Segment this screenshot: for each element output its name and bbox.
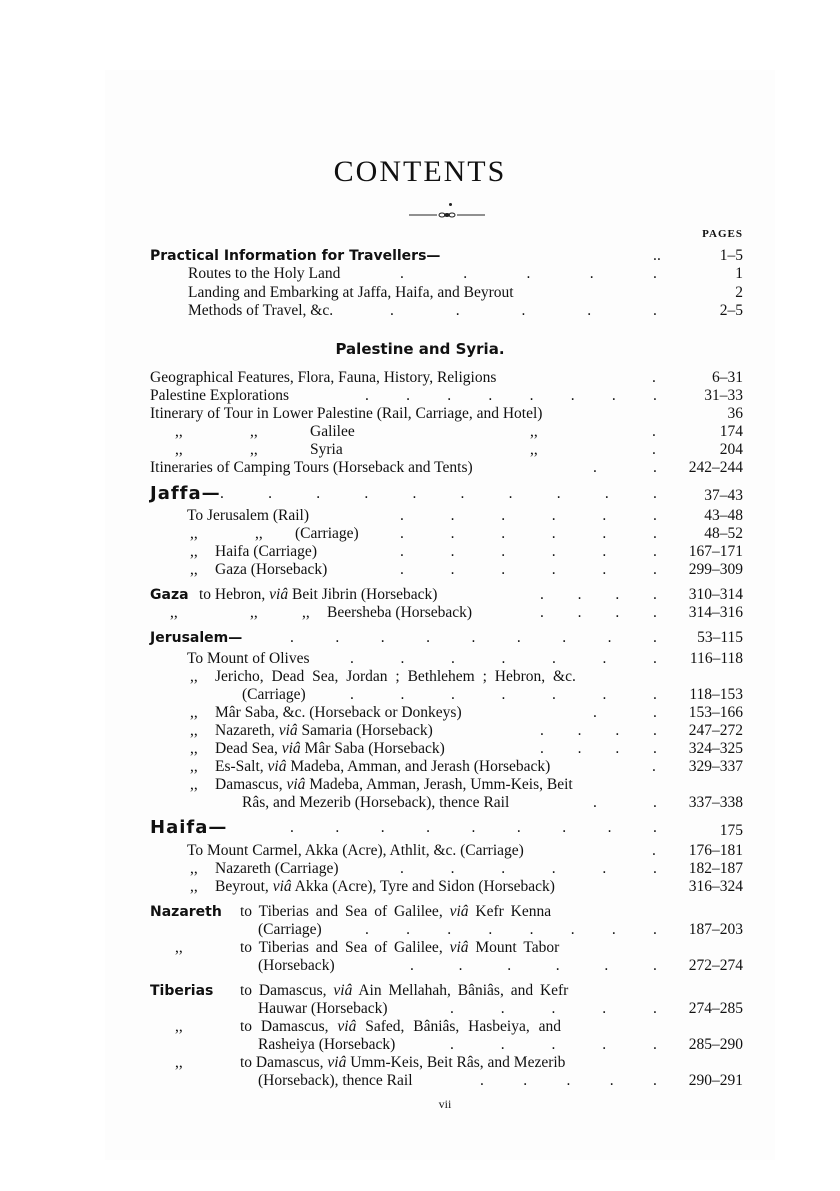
toc-entry: Nazareth to Tiberias and Sea of Galilee, viâ Kefr Kenna <box>150 903 552 920</box>
leader-dot: . <box>501 507 506 524</box>
toc-entry: ,, to Damascus, viâ Safed, Bâniâs, Hasbeiya, and <box>175 1018 561 1035</box>
leader-dot: . <box>653 819 657 836</box>
leader-dot: . <box>450 1036 454 1053</box>
leader-dot: . <box>471 629 476 646</box>
leader-dot: . <box>516 629 521 646</box>
leader-dot: . <box>653 507 657 524</box>
leader-dot: . <box>604 957 609 974</box>
leader-dot: . <box>653 543 657 560</box>
leader-dot: . <box>316 485 321 502</box>
leader-dot: . <box>488 387 493 404</box>
leader-dot: . <box>451 650 455 667</box>
leader-dot: . <box>540 586 544 603</box>
leader-dot: . <box>551 860 556 877</box>
leader-dot: . <box>455 302 460 319</box>
toc-entry: Practical Information for Travellers— . . 1–5 <box>150 247 743 264</box>
leader-dot: . <box>290 819 294 836</box>
toc-entry: ,, Damascus, viâ Madeba, Amman, Jerash, Umm-Keis, Beit <box>190 776 573 793</box>
leader-dot: . <box>602 525 607 542</box>
toc-entry: To Mount Carmel, Akka (Acre), Athlit, &c. (Carriage) . 176–181 <box>187 842 743 859</box>
leader-dot: . <box>653 604 657 621</box>
leader-dot: . <box>406 387 411 404</box>
leader-dot: . <box>577 604 582 621</box>
leader-dot: . <box>521 302 526 319</box>
leader-dot: . <box>540 740 544 757</box>
leader-dot: . <box>653 247 657 264</box>
leader-dot: . <box>556 485 561 502</box>
leader-dot: . <box>653 921 657 938</box>
page-title: CONTENTS <box>333 155 507 188</box>
toc-entry: Jerusalem— . . . . . . . . . 53–115 <box>150 629 743 646</box>
toc-entry: ,, ,, Syria ,, . 204 <box>175 441 743 458</box>
toc-entry: Itinerary of Tour in Lower Palestine (Rail, Carriage, and Hotel) 36 <box>150 405 743 422</box>
toc-entry: Jaffa— . . . . . . . . . . 37–43 <box>150 483 743 504</box>
leader-dot: . <box>652 423 656 440</box>
leader-dot: . <box>410 957 414 974</box>
leader-dot: . <box>406 921 411 938</box>
leader-dot: . <box>480 1072 484 1089</box>
toc-entry: ,, Gaza (Horseback) . . . . . . 299–309 <box>190 561 743 578</box>
leader-dot: . <box>602 1000 607 1017</box>
toc-entry: (Carriage) . . . . . . . 118–153 <box>242 686 743 703</box>
leader-dot: . <box>488 921 493 938</box>
leader-dot: . <box>653 740 657 757</box>
leader-dot: . <box>652 369 656 386</box>
toc-entry: To Mount of Olives . . . . . . . 116–118 <box>187 650 743 667</box>
toc-entry: ,, Dead Sea, viâ Mâr Saba (Horseback) . . . . 324–325 <box>190 740 743 757</box>
leader-dot: . <box>607 629 612 646</box>
leader-dot: . <box>220 485 224 502</box>
leader-dot: . <box>602 860 607 877</box>
leader-dot: . <box>552 650 556 667</box>
leader-dot: . <box>653 525 657 542</box>
toc-entry: ,, Mâr Saba, &c. (Horseback or Donkeys) . . 153–166 <box>190 704 743 721</box>
leader-dot: . <box>602 686 607 703</box>
leader-dot: . <box>653 1000 657 1017</box>
toc-entry: (Horseback), thence Rail . . . . . 290–291 <box>258 1072 743 1089</box>
leader-dot: . <box>570 387 575 404</box>
leader-dot: . <box>652 441 656 458</box>
leader-dot: . <box>350 650 354 667</box>
leader-dot: . <box>540 722 544 739</box>
leader-dot: . <box>500 1000 505 1017</box>
leader-dot: . <box>653 1072 657 1089</box>
leader-dot: . <box>602 561 607 578</box>
page-folio: vii <box>438 1097 452 1111</box>
leader-dot: . <box>450 507 455 524</box>
leader-dot: . <box>501 650 506 667</box>
leader-dot: . <box>451 686 455 703</box>
leader-dot: . <box>652 842 656 859</box>
section-heading: Palestine and Syria. <box>335 340 505 358</box>
ornament-divider <box>409 210 485 220</box>
leader-dot: . <box>460 485 465 502</box>
leader-dot: . <box>508 485 513 502</box>
leader-dot: . <box>526 265 531 282</box>
leader-dot: . <box>365 921 369 938</box>
leader-dot: . <box>365 387 369 404</box>
leader-dot: . <box>577 722 582 739</box>
leader-dot: . <box>615 586 620 603</box>
leader-dot: . <box>653 629 657 646</box>
toc-entry: ,, ,, (Carriage) . . . . . . 48–52 <box>190 525 743 542</box>
leader-dot: . <box>653 686 657 703</box>
pages-column-header: PAGES <box>702 228 743 240</box>
leader-dot: . <box>657 247 661 264</box>
leader-dot: . <box>653 650 657 667</box>
leader-dot: . <box>426 819 430 836</box>
leader-dot: . <box>593 794 597 811</box>
leader-dot: . <box>653 561 657 578</box>
toc-entry: Haifa— . . . . . . . . . 175 <box>150 817 743 839</box>
leader-dot: . <box>501 686 506 703</box>
leader-dot: . <box>335 629 340 646</box>
leader-dot: . <box>529 921 534 938</box>
leader-dot: . <box>552 686 556 703</box>
toc-entry: ,, ,, ,, Beersheba (Horseback) . . . . 314–316 <box>170 604 743 621</box>
title-dot <box>449 203 452 206</box>
leader-dot: . <box>551 1036 556 1053</box>
leader-dot: . <box>364 485 369 502</box>
leader-dot: . <box>390 302 394 319</box>
toc-entry: ,, Haifa (Carriage) . . . . . . 167–171 <box>190 543 743 560</box>
leader-dot: . <box>653 302 657 319</box>
leader-dot: . <box>562 819 567 836</box>
leader-dot: . <box>551 525 556 542</box>
leader-dot: . <box>566 1072 571 1089</box>
leader-dot: . <box>551 543 556 560</box>
leader-dot: . <box>450 525 455 542</box>
leader-dot: . <box>540 604 544 621</box>
leader-dot: . <box>602 1036 607 1053</box>
leader-dot: . <box>653 860 657 877</box>
leader-dot: . <box>400 686 405 703</box>
leader-dot: . <box>562 629 567 646</box>
toc-entry: ,, Nazareth, viâ Samaria (Horseback) . . . . 247–272 <box>190 722 743 739</box>
leader-dot: . <box>447 387 452 404</box>
leader-dot: . <box>400 561 404 578</box>
leader-dot: . <box>615 604 620 621</box>
leader-dot: . <box>529 387 534 404</box>
leader-dot: . <box>589 265 594 282</box>
leader-dot: . <box>551 561 556 578</box>
leader-dot: . <box>611 387 616 404</box>
leader-dot: . <box>653 459 657 476</box>
leader-dot: . <box>587 302 592 319</box>
leader-dot: . <box>501 543 506 560</box>
leader-dot: . <box>611 921 616 938</box>
leader-dot: . <box>615 740 620 757</box>
leader-dot: . <box>653 1036 657 1053</box>
leader-dot: . <box>551 507 556 524</box>
toc-entry: Rasheiya (Horseback) . . . . . 285–290 <box>258 1036 743 1053</box>
leader-dot: . <box>380 629 385 646</box>
leader-dot: . <box>463 265 468 282</box>
leader-dot: . <box>653 265 657 282</box>
toc-entry: Landing and Embarking at Jaffa, Haifa, and Beyrout 2 <box>188 284 743 301</box>
leader-dot: . <box>653 704 657 721</box>
leader-dot: . <box>602 650 607 667</box>
leader-dot: . <box>412 485 417 502</box>
toc-entry: Itineraries of Camping Tours (Horseback and Tents) . . 242–244 <box>150 459 743 476</box>
toc-entry: Routes to the Holy Land . . . . . 1 <box>188 265 743 282</box>
leader-dot: . <box>653 722 657 739</box>
leader-dot: . <box>501 860 506 877</box>
leader-dot: . <box>652 758 656 775</box>
leader-dot: . <box>501 561 506 578</box>
leader-dot: . <box>609 1072 614 1089</box>
toc-entry: Palestine Explorations . . . . . . . . 31–33 <box>150 387 743 404</box>
leader-dot: . <box>516 819 521 836</box>
leader-dot: . <box>400 543 404 560</box>
leader-dot: . <box>653 794 657 811</box>
toc-entry: Tiberias to Damascus, viâ Ain Mellahah, Bâniâs, and Kefr <box>150 982 569 999</box>
toc-entry: ,, Jericho, Dead Sea, Jordan ; Bethlehem ; Hebron, &c. <box>190 668 576 685</box>
leader-dot: . <box>400 525 404 542</box>
toc-entry: ,, to Tiberias and Sea of Galilee, viâ Mount Tabor <box>175 939 560 956</box>
toc-entry: ,, Es-Salt, viâ Madeba, Amman, and Jerash (Horseback) . 329–337 <box>190 758 743 775</box>
toc-entry: ,, Nazareth (Carriage) . . . . . . 182–187 <box>190 860 743 877</box>
leader-dot: . <box>653 957 657 974</box>
leader-dot: . <box>615 722 620 739</box>
leader-dot: . <box>450 860 455 877</box>
leader-dot: . <box>450 543 455 560</box>
leader-dot: . <box>607 819 612 836</box>
leader-dot: . <box>604 485 609 502</box>
leader-dot: . <box>570 921 575 938</box>
leader-dot: . <box>400 860 404 877</box>
toc-entry: (Horseback) . . . . . . 272–274 <box>258 957 743 974</box>
leader-dot: . <box>268 485 272 502</box>
leader-dot: . <box>290 629 294 646</box>
leader-dot: . <box>426 629 430 646</box>
toc-entry: ,, ,, Galilee ,, . 174 <box>175 423 743 440</box>
leader-dot: . <box>507 957 512 974</box>
leader-dot: . <box>400 265 404 282</box>
toc-entry: To Jerusalem (Rail) . . . . . . 43–48 <box>187 507 743 524</box>
toc-entry: Gaza to Hebron, viâ Beit Jibrin (Horseback) . . . . 310–314 <box>150 586 743 603</box>
leader-dot: . <box>577 586 582 603</box>
leader-dot: . <box>501 525 506 542</box>
leader-dot: . <box>653 485 657 502</box>
leader-dot: . <box>400 650 405 667</box>
leader-dot: . <box>593 459 597 476</box>
leader-dot: . <box>500 1036 505 1053</box>
leader-dot: . <box>450 1000 454 1017</box>
leader-dot: . <box>350 686 354 703</box>
leader-dot: . <box>523 1072 528 1089</box>
leader-dot: . <box>335 819 340 836</box>
leader-dot: . <box>380 819 385 836</box>
leader-dot: . <box>653 387 657 404</box>
page-number: 1–5 <box>719 247 743 264</box>
toc-entry: ,, to Damascus, viâ Umm-Keis, Beit Râs, and Mezerib <box>175 1054 566 1071</box>
leader-dot: . <box>471 819 476 836</box>
toc-entry: Methods of Travel, &c. . . . . . 2–5 <box>188 302 743 319</box>
toc-entry: ,, Beyrout, viâ Akka (Acre), Tyre and Sidon (Horseback) 316–324 <box>190 878 743 895</box>
toc-entry: (Carriage) . . . . . . . . 187–203 <box>258 921 743 938</box>
leader-dot: . <box>400 507 404 524</box>
toc-entry: Hauwar (Horseback) . . . . . 274–285 <box>258 1000 743 1017</box>
leader-dot: . <box>653 586 657 603</box>
toc-entry: Râs, and Mezerib (Horseback), thence Rail . . 337–338 <box>242 794 743 811</box>
leader-dot: . <box>602 543 607 560</box>
leader-dot: . <box>602 507 607 524</box>
leader-dot: . <box>593 704 597 721</box>
leader-dot: . <box>551 1000 556 1017</box>
leader-dot: . <box>577 740 582 757</box>
leader-dot: . <box>450 561 455 578</box>
toc-entry: Geographical Features, Flora, Fauna, History, Religions . 6–31 <box>150 369 743 386</box>
leader-dot: . <box>555 957 560 974</box>
leader-dot: . <box>458 957 463 974</box>
leader-dot: . <box>447 921 452 938</box>
